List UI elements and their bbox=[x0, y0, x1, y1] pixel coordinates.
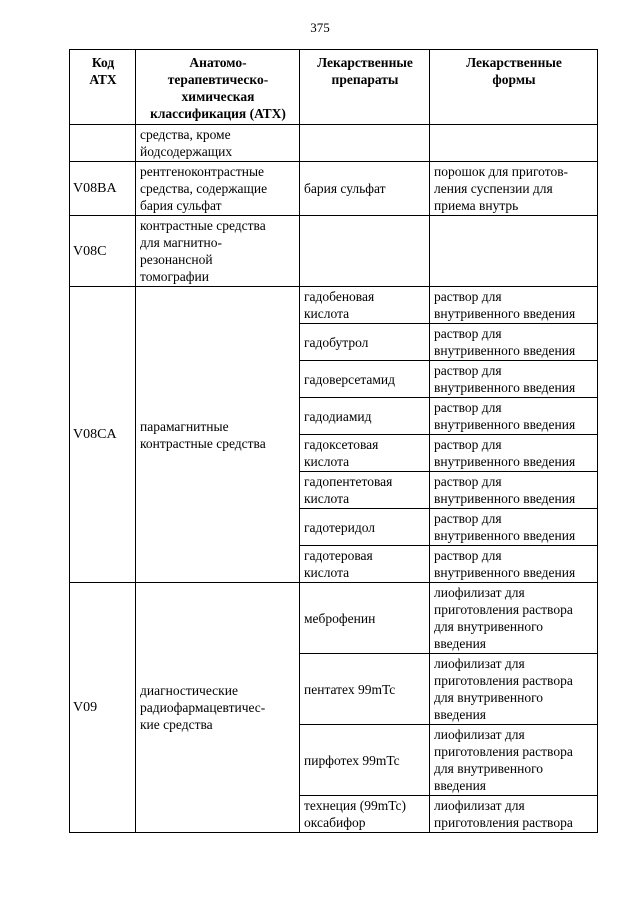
form-cell bbox=[430, 216, 598, 287]
atx-code-cell: V08BA bbox=[70, 162, 136, 216]
drug-cell: пентатех 99mTc bbox=[300, 654, 430, 725]
table-header-row bbox=[70, 50, 598, 125]
atx-code-cell: V08C bbox=[70, 216, 136, 287]
drug-cell: гадобутрол bbox=[300, 324, 430, 361]
drug-cell bbox=[300, 216, 430, 287]
form-cell: раствор для внутривенного введения bbox=[430, 361, 598, 398]
drug-cell: гадоксетовая кислота bbox=[300, 435, 430, 472]
atx-code-cell bbox=[70, 125, 136, 162]
atx-table bbox=[69, 49, 598, 833]
form-cell: раствор для внутривенного введения bbox=[430, 509, 598, 546]
drug-cell: меброфенин bbox=[300, 583, 430, 654]
classification-cell: парамагнитные контрастные средства bbox=[136, 287, 300, 583]
form-cell: порошок для приготов- ления суспензии для приема внутрь bbox=[430, 162, 598, 216]
header-forms: Лекарственные формы bbox=[430, 50, 598, 125]
table-row bbox=[70, 125, 598, 162]
classification-cell: контрастные средства для магнитно- резонансной томографии bbox=[136, 216, 300, 287]
form-cell: раствор для внутривенного введения bbox=[430, 287, 598, 324]
form-cell: лиофилизат для приготовления раствора для внутривенного введения bbox=[430, 654, 598, 725]
table-row bbox=[70, 162, 598, 216]
drug-cell: гадотеровая кислота bbox=[300, 546, 430, 583]
table-row bbox=[70, 216, 598, 287]
form-cell: раствор для внутривенного введения bbox=[430, 324, 598, 361]
drug-cell: пирфотех 99mTc bbox=[300, 725, 430, 796]
form-cell bbox=[430, 125, 598, 162]
form-cell: раствор для внутривенного введения bbox=[430, 472, 598, 509]
classification-cell: диагностические радиофармацевтичес- кие средства bbox=[136, 583, 300, 833]
classification-cell: средства, кроме йодсодержащих bbox=[136, 125, 300, 162]
drug-cell: технеция (99mTc) оксабифор bbox=[300, 796, 430, 833]
drug-cell: гадоверсетамид bbox=[300, 361, 430, 398]
atx-code-cell: V08CA bbox=[70, 287, 136, 583]
drug-cell: гадотеридол bbox=[300, 509, 430, 546]
atx-code-cell: V09 bbox=[70, 583, 136, 833]
drug-cell: гадобеновая кислота bbox=[300, 287, 430, 324]
page-number: 375 bbox=[310, 20, 330, 35]
form-cell: лиофилизат для приготовления раствора для внутривенного введения bbox=[430, 583, 598, 654]
header-classification: Анатомо- терапевтическо- химическая классификация (АТХ) bbox=[136, 50, 300, 125]
classification-cell: рентгеноконтрастные средства, содержащие бария сульфат bbox=[136, 162, 300, 216]
drug-cell: гадодиамид bbox=[300, 398, 430, 435]
table-row bbox=[70, 287, 598, 324]
header-drugs: Лекарственные препараты bbox=[300, 50, 430, 125]
form-cell: раствор для внутривенного введения bbox=[430, 398, 598, 435]
table-row bbox=[70, 583, 598, 654]
drug-cell: бария сульфат bbox=[300, 162, 430, 216]
header-code: Код АТХ bbox=[70, 50, 136, 125]
form-cell: раствор для внутривенного введения bbox=[430, 546, 598, 583]
form-cell: лиофилизат для приготовления раствора для внутривенного введения bbox=[430, 725, 598, 796]
form-cell: лиофилизат для приготовления раствора bbox=[430, 796, 598, 833]
drug-cell: гадопентетовая кислота bbox=[300, 472, 430, 509]
drug-cell bbox=[300, 125, 430, 162]
form-cell: раствор для внутривенного введения bbox=[430, 435, 598, 472]
